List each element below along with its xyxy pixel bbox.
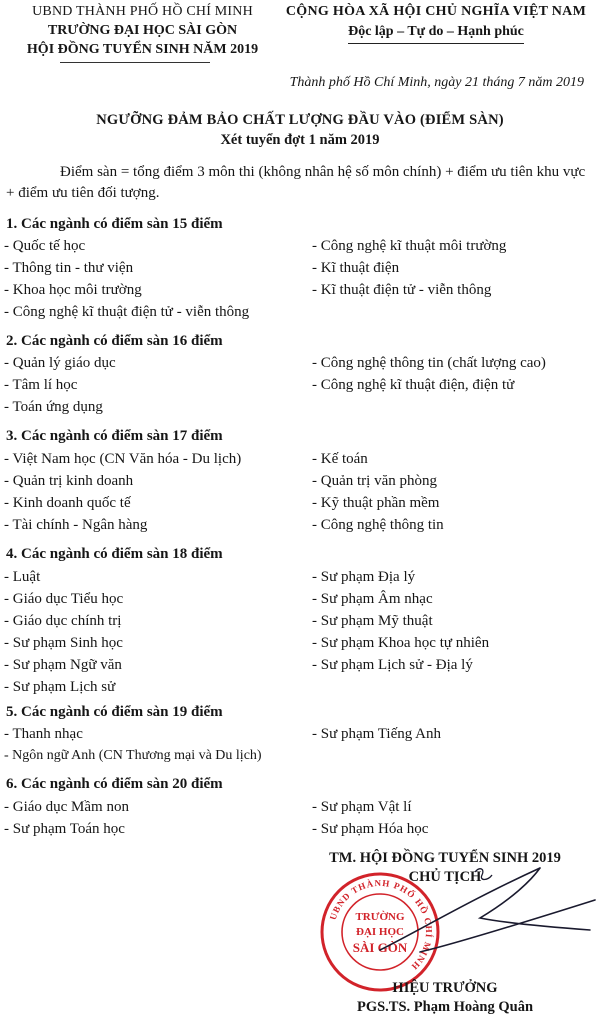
signature-council: TM. HỘI ĐỒNG TUYỂN SINH 2019 <box>329 850 561 866</box>
list-item: - Kỹ thuật phần mềm <box>312 495 440 511</box>
list-item: - Sư phạm Khoa học tự nhiên <box>312 635 490 651</box>
issuer-header <box>0 2 285 59</box>
handwritten-signature <box>360 860 600 980</box>
section-heading: 2. Các ngành có điểm sàn 16 điểm <box>6 333 223 349</box>
list-item: - Quản trị văn phòng <box>312 473 437 489</box>
list-item: - Sư phạm Âm nhạc <box>312 591 433 607</box>
section-heading: 6. Các ngành có điểm sàn 20 điểm <box>6 776 223 792</box>
document-subtitle: Xét tuyển đợt 1 năm 2019 <box>220 132 380 148</box>
list-item: - Công nghệ thông tin <box>312 517 444 533</box>
list-item: - Tâm lí học <box>4 377 78 393</box>
seal-line-2: ĐẠI HỌC <box>356 926 404 938</box>
list-item: - Toán ứng dụng <box>4 399 103 415</box>
list-item: - Quản trị kinh doanh <box>4 473 134 489</box>
list-item: - Sư phạm Hóa học <box>312 821 429 837</box>
issuer-school: TRƯỜNG ĐẠI HỌC SÀI GÒN <box>47 23 238 38</box>
seal-ring-text: UBND THÀNH PHỐ HỒ CHÍ MINH <box>327 877 435 973</box>
list-item: - Luật <box>4 569 41 585</box>
list-item: - Giáo dục chính trị <box>4 613 122 629</box>
list-item: - Sư phạm Địa lý <box>312 569 416 585</box>
list-item: - Sư phạm Mỹ thuật <box>312 613 433 629</box>
list-item: - Sư phạm Tiếng Anh <box>312 726 441 742</box>
section-heading: 3. Các ngành có điểm sàn 17 điểm <box>6 428 223 444</box>
signatory-title: HIỆU TRƯỞNG <box>392 980 498 996</box>
list-item: - Khoa học môi trường <box>4 282 142 298</box>
issuer-council: HỘI ĐỒNG TUYỂN SINH NĂM 2019 <box>26 42 259 57</box>
list-item: - Ngôn ngữ Anh (CN Thương mại và Du lịch) <box>4 748 262 763</box>
list-item: - Giáo dục Mầm non <box>4 799 129 815</box>
list-item: - Công nghệ kĩ thuật điện tử - viễn thông <box>4 304 250 320</box>
list-item: - Quốc tế học <box>4 238 86 254</box>
section-heading: 1. Các ngành có điểm sàn 15 điểm <box>6 216 223 232</box>
document-title: NGƯỠNG ĐẢM BẢO CHẤT LƯỢNG ĐẦU VÀO (ĐIỂM SÀN) <box>96 112 504 128</box>
section-heading: 4. Các ngành có điểm sàn 18 điểm <box>6 546 223 562</box>
list-item: - Sư phạm Toán học <box>4 821 125 837</box>
list-item: - Kế toán <box>312 451 368 467</box>
list-item: - Sư phạm Vật lí <box>312 799 412 815</box>
signature-role: CHỦ TỊCH <box>408 869 482 885</box>
list-item: - Việt Nam học (CN Văn hóa - Du lịch) <box>4 451 242 467</box>
seal-line-1: TRƯỜNG <box>355 911 405 923</box>
list-item: - Kĩ thuật điện tử - viễn thông <box>312 282 492 298</box>
list-item: - Sư phạm Lịch sử - Địa lý <box>312 657 473 673</box>
intro-paragraph: Điểm sàn = tổng điểm 3 môn thi (không nhân hệ số môn chính) + điểm ưu tiên khu vực + điểm ưu tiên đối tượng. <box>6 164 586 201</box>
list-item: - Thanh nhạc <box>4 726 83 742</box>
national-name: CỘNG HÒA XÃ HỘI CHỦ NGHĨA VIỆT NAM <box>285 4 587 19</box>
seal-line-3: SÀI GÒN <box>352 940 408 955</box>
signatory-name: PGS.TS. Phạm Hoàng Quân <box>356 999 534 1015</box>
list-item: - Kinh doanh quốc tế <box>4 495 131 511</box>
list-item: - Sư phạm Sinh học <box>4 635 123 651</box>
list-item: - Công nghệ thông tin (chất lượng cao) <box>312 355 546 371</box>
issuer-authority: UBND THÀNH PHỐ HỒ CHÍ MINH <box>32 4 253 19</box>
list-item: - Giáo dục Tiểu học <box>4 591 124 607</box>
list-item: - Sư phạm Ngữ văn <box>4 657 122 673</box>
national-header <box>272 2 600 44</box>
list-item: - Quản lý giáo dục <box>4 355 116 371</box>
list-item: - Kĩ thuật điện <box>312 260 400 276</box>
list-item: - Công nghệ kĩ thuật điện, điện tử <box>312 377 515 393</box>
dateline: Thành phố Hồ Chí Minh, ngày 21 tháng 7 năm 2019 <box>289 75 584 90</box>
list-item: - Tài chính - Ngân hàng <box>4 517 148 533</box>
list-item: - Công nghệ kĩ thuật môi trường <box>312 238 507 254</box>
national-motto: Độc lập – Tự do – Hạnh phúc <box>348 22 524 44</box>
list-item: - Thông tin - thư viện <box>4 260 134 276</box>
header-rule <box>60 62 210 63</box>
list-item: - Sư phạm Lịch sử <box>4 679 116 695</box>
section-heading: 5. Các ngành có điểm sàn 19 điểm <box>6 704 223 720</box>
